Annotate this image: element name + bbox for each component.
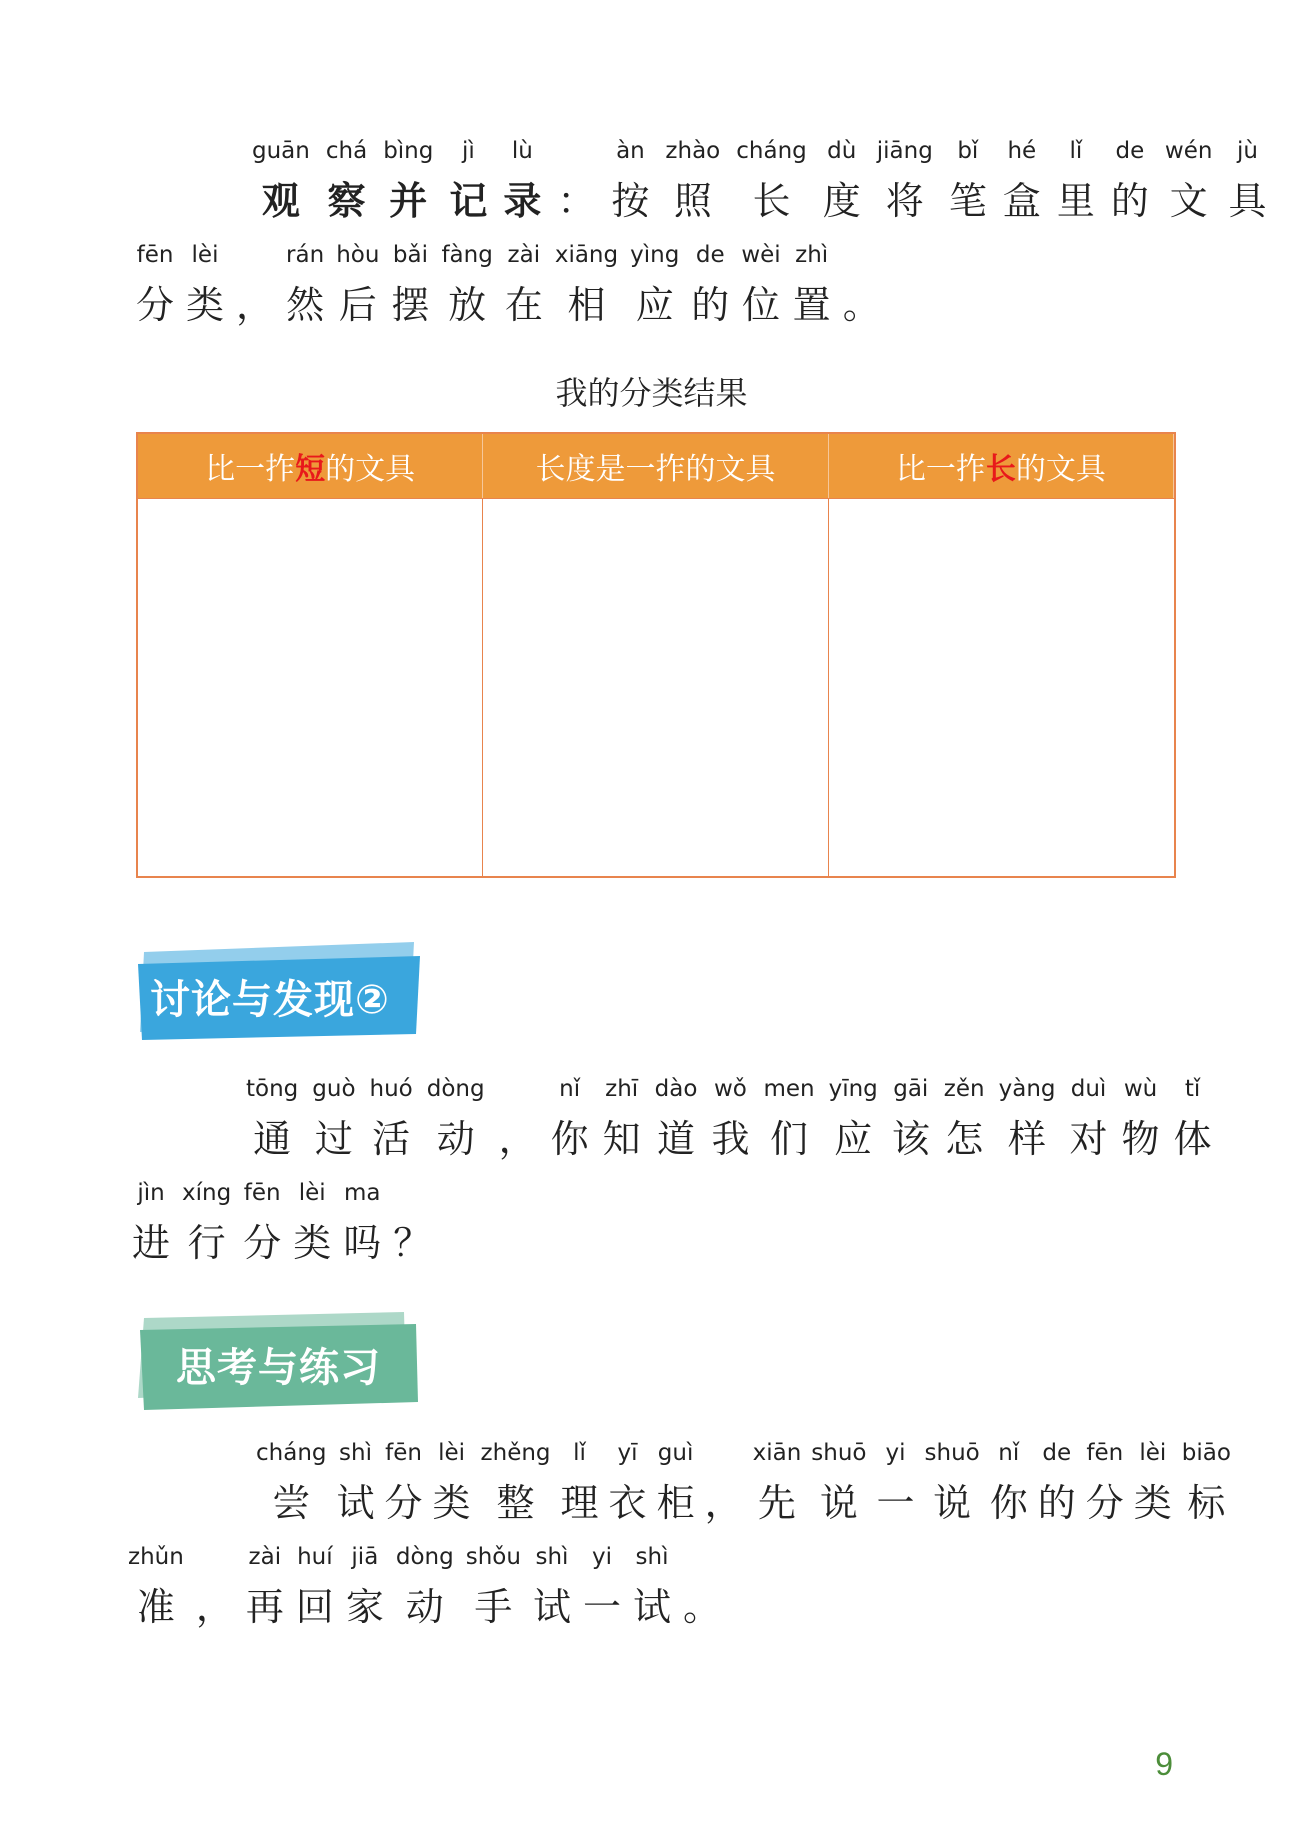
hanzi: 的	[1110, 179, 1149, 223]
discuss-line-2	[132, 1180, 443, 1265]
hanzi-with-pinyin	[736, 138, 807, 223]
hanzi: 应	[630, 283, 680, 327]
hanzi: 的	[691, 283, 730, 327]
hanzi-with-pinyin	[608, 1440, 647, 1525]
hanzi: 记	[449, 178, 488, 223]
hanzi: 吗	[343, 1221, 382, 1265]
hanzi-with-pinyin	[1173, 1076, 1212, 1161]
pinyin: lù	[503, 138, 542, 164]
hanzi-with-pinyin	[1037, 1440, 1076, 1525]
pinyin: de	[1110, 138, 1149, 164]
hanzi: 再	[245, 1585, 284, 1629]
hanzi-with-pinyin	[943, 1076, 985, 1161]
hanzi: 物	[1121, 1117, 1160, 1161]
hanzi-with-pinyin	[1133, 1440, 1172, 1525]
hanzi: 类	[293, 1221, 332, 1265]
hanzi: 准	[128, 1585, 184, 1629]
pinyin: lǐ	[1056, 138, 1095, 164]
pinyin: dòng	[395, 1544, 454, 1570]
pinyin: yi	[876, 1440, 915, 1466]
pinyin: dòng	[426, 1076, 485, 1102]
hanzi-with-pinyin	[256, 1440, 327, 1525]
hanzi-with-pinyin	[243, 1180, 282, 1265]
hanzi: 先	[752, 1481, 802, 1525]
hanzi: 手	[465, 1585, 521, 1629]
header-shorter-post: 的文具	[325, 452, 416, 487]
pinyin: dù	[822, 138, 861, 164]
pinyin: shuō	[924, 1440, 980, 1466]
hanzi-with-pinyin	[252, 138, 310, 223]
hanzi-with-pinyin	[449, 138, 488, 223]
hanzi-with-pinyin	[336, 1440, 375, 1525]
hanzi-with-pinyin	[312, 1076, 356, 1161]
hanzi-with-pinyin	[504, 242, 543, 327]
hanzi-with-pinyin	[752, 1440, 802, 1525]
hanzi-with-pinyin	[691, 242, 730, 327]
pinyin: bìng	[383, 138, 434, 164]
pinyin: shì	[632, 1544, 671, 1570]
header-equal	[483, 434, 828, 498]
pinyin: zài	[504, 242, 543, 268]
hanzi: 道	[654, 1117, 698, 1161]
pinyin: shǒu	[465, 1544, 521, 1570]
pinyin: bǐ	[948, 138, 987, 164]
pinyin: zhì	[792, 242, 831, 268]
practice-badge	[134, 1312, 424, 1412]
hanzi-with-pinyin	[293, 1180, 332, 1265]
pinyin: guò	[312, 1076, 356, 1102]
hanzi: 相	[554, 283, 619, 327]
hanzi: 过	[312, 1117, 356, 1161]
header-longer	[829, 434, 1174, 498]
hanzi-with-pinyin	[665, 138, 721, 223]
hanzi: 度	[822, 179, 861, 223]
pinyin: yàng	[998, 1076, 1056, 1102]
hanzi-with-pinyin	[611, 138, 650, 223]
hanzi: 分	[243, 1221, 282, 1265]
pinyin: tōng	[246, 1076, 299, 1102]
hanzi: 活	[369, 1117, 413, 1161]
header-shorter-hl: 短	[295, 452, 326, 487]
pinyin: zhī	[602, 1076, 641, 1102]
hanzi-with-pinyin	[1110, 138, 1149, 223]
pinyin: jiā	[345, 1544, 384, 1570]
hanzi-with-pinyin	[182, 1180, 232, 1265]
hanzi-with-pinyin	[632, 1544, 671, 1629]
hanzi: 置	[792, 283, 831, 327]
hanzi-with-pinyin	[441, 242, 493, 327]
hanzi: 类	[432, 1481, 471, 1525]
hanzi: 说	[924, 1481, 980, 1525]
pinyin: guān	[252, 138, 310, 164]
hanzi: 通	[246, 1117, 299, 1161]
pinyin: hé	[1002, 138, 1041, 164]
punctuation: 。	[683, 1585, 722, 1629]
pinyin: fēn	[243, 1180, 282, 1206]
hanzi: 类	[186, 283, 225, 327]
pinyin: tǐ	[1173, 1076, 1212, 1102]
cell-shorter[interactable]	[138, 498, 483, 876]
pinyin: chá	[325, 138, 368, 164]
hanzi-with-pinyin	[560, 1440, 599, 1525]
hanzi-with-pinyin	[426, 1076, 485, 1161]
pinyin: lǐ	[560, 1440, 599, 1466]
hanzi: 知	[602, 1117, 641, 1161]
cell-longer[interactable]	[829, 498, 1174, 876]
header-longer-post: 的文具	[1015, 452, 1106, 487]
hanzi-with-pinyin	[336, 242, 380, 327]
hanzi: 试	[532, 1585, 571, 1629]
punctuation: ，	[195, 1585, 234, 1629]
hanzi-with-pinyin	[480, 1440, 551, 1525]
hanzi: 类	[1133, 1481, 1172, 1525]
hanzi-with-pinyin	[656, 1440, 695, 1525]
hanzi: 行	[182, 1221, 232, 1265]
header-shorter-pre: 比一拃	[205, 452, 296, 487]
practice-badge-text: 思考与练习	[176, 1345, 381, 1391]
hanzi-with-pinyin	[245, 1544, 284, 1629]
pinyin: guì	[656, 1440, 695, 1466]
hanzi-with-pinyin	[550, 1076, 589, 1161]
hanzi: 体	[1173, 1117, 1212, 1161]
hanzi: 你	[550, 1117, 589, 1161]
hanzi: 后	[336, 283, 380, 327]
pinyin: cháng	[256, 1440, 327, 1466]
hanzi-with-pinyin	[792, 242, 831, 327]
pinyin: fēn	[136, 242, 175, 268]
hanzi: 动	[395, 1585, 454, 1629]
pinyin: dào	[654, 1076, 698, 1102]
observe-line-1	[252, 138, 1282, 223]
hanzi-with-pinyin	[582, 1544, 621, 1629]
hanzi-with-pinyin	[246, 1076, 299, 1161]
discuss-line-1	[246, 1076, 1226, 1161]
hanzi: 们	[763, 1117, 815, 1161]
punctuation: ，	[498, 1117, 537, 1161]
hanzi-with-pinyin	[1085, 1440, 1124, 1525]
pinyin: xiān	[752, 1440, 802, 1466]
header-longer-pre: 比一拃	[895, 452, 986, 487]
pinyin: men	[763, 1076, 815, 1102]
pinyin: huí	[295, 1544, 334, 1570]
hanzi: 盒	[1002, 179, 1041, 223]
pinyin: nǐ	[989, 1440, 1028, 1466]
hanzi-with-pinyin	[128, 1544, 184, 1629]
hanzi-with-pinyin	[1181, 1440, 1231, 1525]
hanzi: 回	[295, 1585, 334, 1629]
hanzi-with-pinyin	[432, 1440, 471, 1525]
pinyin: àn	[611, 138, 650, 164]
pinyin: cháng	[736, 138, 807, 164]
pinyin: zhào	[665, 138, 721, 164]
discuss-badge	[134, 942, 424, 1042]
hanzi: 我	[711, 1117, 750, 1161]
hanzi: 摆	[391, 283, 430, 327]
pinyin: fēn	[1085, 1440, 1124, 1466]
hanzi-with-pinyin	[503, 138, 542, 223]
observe-line-2	[136, 242, 893, 327]
hanzi-with-pinyin	[822, 138, 861, 223]
hanzi: 长	[736, 179, 807, 223]
hanzi: 将	[876, 179, 933, 223]
pinyin: gāi	[891, 1076, 930, 1102]
hanzi: 尝	[256, 1481, 327, 1525]
pinyin: xíng	[182, 1180, 232, 1206]
pinyin: lèi	[293, 1180, 332, 1206]
hanzi-with-pinyin	[989, 1440, 1028, 1525]
hanzi: 察	[325, 178, 368, 223]
hanzi-with-pinyin	[369, 1076, 413, 1161]
hanzi: 分	[1085, 1481, 1124, 1525]
hanzi-with-pinyin	[286, 242, 325, 327]
page-number: 9	[1155, 1746, 1173, 1782]
practice-line-2	[128, 1544, 733, 1629]
hanzi-with-pinyin	[763, 1076, 815, 1161]
hanzi: 理	[560, 1481, 599, 1525]
cell-equal[interactable]	[483, 498, 828, 876]
hanzi: 照	[665, 179, 721, 223]
header-shorter	[138, 434, 483, 498]
hanzi: 一	[876, 1481, 915, 1525]
practice-line-1	[256, 1440, 1241, 1525]
pinyin: hòu	[336, 242, 380, 268]
pinyin: zhǔn	[128, 1544, 184, 1570]
discuss-badge-text: 讨论与发现②	[150, 977, 390, 1023]
hanzi-with-pinyin	[828, 1076, 878, 1161]
pinyin: zhěng	[480, 1440, 551, 1466]
hanzi-with-pinyin	[924, 1440, 980, 1525]
hanzi: 在	[504, 283, 543, 327]
hanzi: 笔	[948, 179, 987, 223]
pinyin: jìn	[132, 1180, 171, 1206]
pinyin: shì	[532, 1544, 571, 1570]
pinyin: wén	[1164, 138, 1213, 164]
pinyin: bǎi	[391, 242, 430, 268]
hanzi-with-pinyin	[384, 1440, 423, 1525]
hanzi: 柜	[656, 1481, 695, 1525]
pinyin: wù	[1121, 1076, 1160, 1102]
hanzi: 你	[989, 1481, 1028, 1525]
punctuation: ？	[393, 1221, 432, 1265]
pinyin: jiāng	[876, 138, 933, 164]
hanzi: 家	[345, 1585, 384, 1629]
pinyin: zài	[245, 1544, 284, 1570]
pinyin: biāo	[1181, 1440, 1231, 1466]
hanzi-with-pinyin	[1056, 138, 1095, 223]
hanzi: 进	[132, 1221, 171, 1265]
pinyin: lèi	[186, 242, 225, 268]
pinyin: wǒ	[711, 1076, 750, 1102]
hanzi-with-pinyin	[395, 1544, 454, 1629]
pinyin: lèi	[432, 1440, 471, 1466]
pinyin: nǐ	[550, 1076, 589, 1102]
pinyin: fàng	[441, 242, 493, 268]
pinyin: rán	[286, 242, 325, 268]
hanzi: 说	[811, 1481, 867, 1525]
pinyin: fēn	[384, 1440, 423, 1466]
hanzi: 试	[632, 1585, 671, 1629]
hanzi: 整	[480, 1481, 551, 1525]
hanzi: 怎	[943, 1117, 985, 1161]
hanzi: 文	[1164, 179, 1213, 223]
hanzi-with-pinyin	[711, 1076, 750, 1161]
hanzi: 录	[503, 178, 542, 223]
hanzi: 标	[1181, 1481, 1231, 1525]
pinyin: yi	[582, 1544, 621, 1570]
pinyin: shì	[336, 1440, 375, 1466]
pinyin: jì	[449, 138, 488, 164]
hanzi-with-pinyin	[532, 1544, 571, 1629]
header-equal-text: 长度是一拃的文具	[535, 452, 776, 487]
punctuation: ，	[704, 1481, 743, 1525]
hanzi: 按	[611, 179, 650, 223]
hanzi-with-pinyin	[811, 1440, 867, 1525]
hanzi-with-pinyin	[998, 1076, 1056, 1161]
header-longer-hl: 长	[985, 452, 1016, 487]
hanzi: 然	[286, 283, 325, 327]
hanzi-with-pinyin	[136, 242, 175, 327]
hanzi: 分	[384, 1481, 423, 1525]
hanzi-with-pinyin	[132, 1180, 171, 1265]
hanzi: 并	[383, 178, 434, 223]
hanzi-with-pinyin	[391, 242, 430, 327]
hanzi: 观	[252, 178, 310, 223]
hanzi-with-pinyin	[345, 1544, 384, 1629]
pinyin: yī	[608, 1440, 647, 1466]
pinyin: jù	[1228, 138, 1267, 164]
pinyin: duì	[1069, 1076, 1108, 1102]
hanzi: 衣	[608, 1481, 647, 1525]
hanzi-with-pinyin	[948, 138, 987, 223]
pinyin: xiāng	[554, 242, 619, 268]
hanzi-with-pinyin	[325, 138, 368, 223]
pinyin: yīng	[828, 1076, 878, 1102]
hanzi-with-pinyin	[741, 242, 781, 327]
hanzi: 里	[1056, 179, 1095, 223]
hanzi: 样	[998, 1117, 1056, 1161]
punctuation: ：	[557, 179, 596, 223]
hanzi-with-pinyin	[295, 1544, 334, 1629]
hanzi: 应	[828, 1117, 878, 1161]
hanzi: 的	[1037, 1481, 1076, 1525]
punctuation: 。	[842, 283, 881, 327]
hanzi-with-pinyin	[1121, 1076, 1160, 1161]
hanzi: 对	[1069, 1117, 1108, 1161]
pinyin: huó	[369, 1076, 413, 1102]
classification-table	[136, 432, 1176, 878]
punctuation: ，	[236, 283, 275, 327]
hanzi: 一	[582, 1585, 621, 1629]
pinyin: yìng	[630, 242, 680, 268]
hanzi-with-pinyin	[1164, 138, 1213, 223]
hanzi-with-pinyin	[602, 1076, 641, 1161]
hanzi-with-pinyin	[1002, 138, 1041, 223]
hanzi-with-pinyin	[465, 1544, 521, 1629]
pinyin: de	[691, 242, 730, 268]
hanzi: 分	[136, 283, 175, 327]
hanzi-with-pinyin	[654, 1076, 698, 1161]
pinyin: de	[1037, 1440, 1076, 1466]
hanzi: 具	[1228, 179, 1267, 223]
pinyin: wèi	[741, 242, 781, 268]
table-title: 我的分类结果	[555, 374, 748, 412]
pinyin: ma	[343, 1180, 382, 1206]
hanzi: 该	[891, 1117, 930, 1161]
hanzi-with-pinyin	[630, 242, 680, 327]
hanzi: 位	[741, 283, 781, 327]
hanzi-with-pinyin	[1069, 1076, 1108, 1161]
hanzi-with-pinyin	[186, 242, 225, 327]
hanzi-with-pinyin	[554, 242, 619, 327]
hanzi-with-pinyin	[383, 138, 434, 223]
hanzi-with-pinyin	[876, 1440, 915, 1525]
hanzi: 试	[336, 1481, 375, 1525]
hanzi: 动	[426, 1117, 485, 1161]
pinyin: lèi	[1133, 1440, 1172, 1466]
hanzi-with-pinyin	[891, 1076, 930, 1161]
hanzi: 放	[441, 283, 493, 327]
hanzi-with-pinyin	[1228, 138, 1267, 223]
hanzi-with-pinyin	[343, 1180, 382, 1265]
pinyin: zěn	[943, 1076, 985, 1102]
pinyin: shuō	[811, 1440, 867, 1466]
hanzi-with-pinyin	[876, 138, 933, 223]
